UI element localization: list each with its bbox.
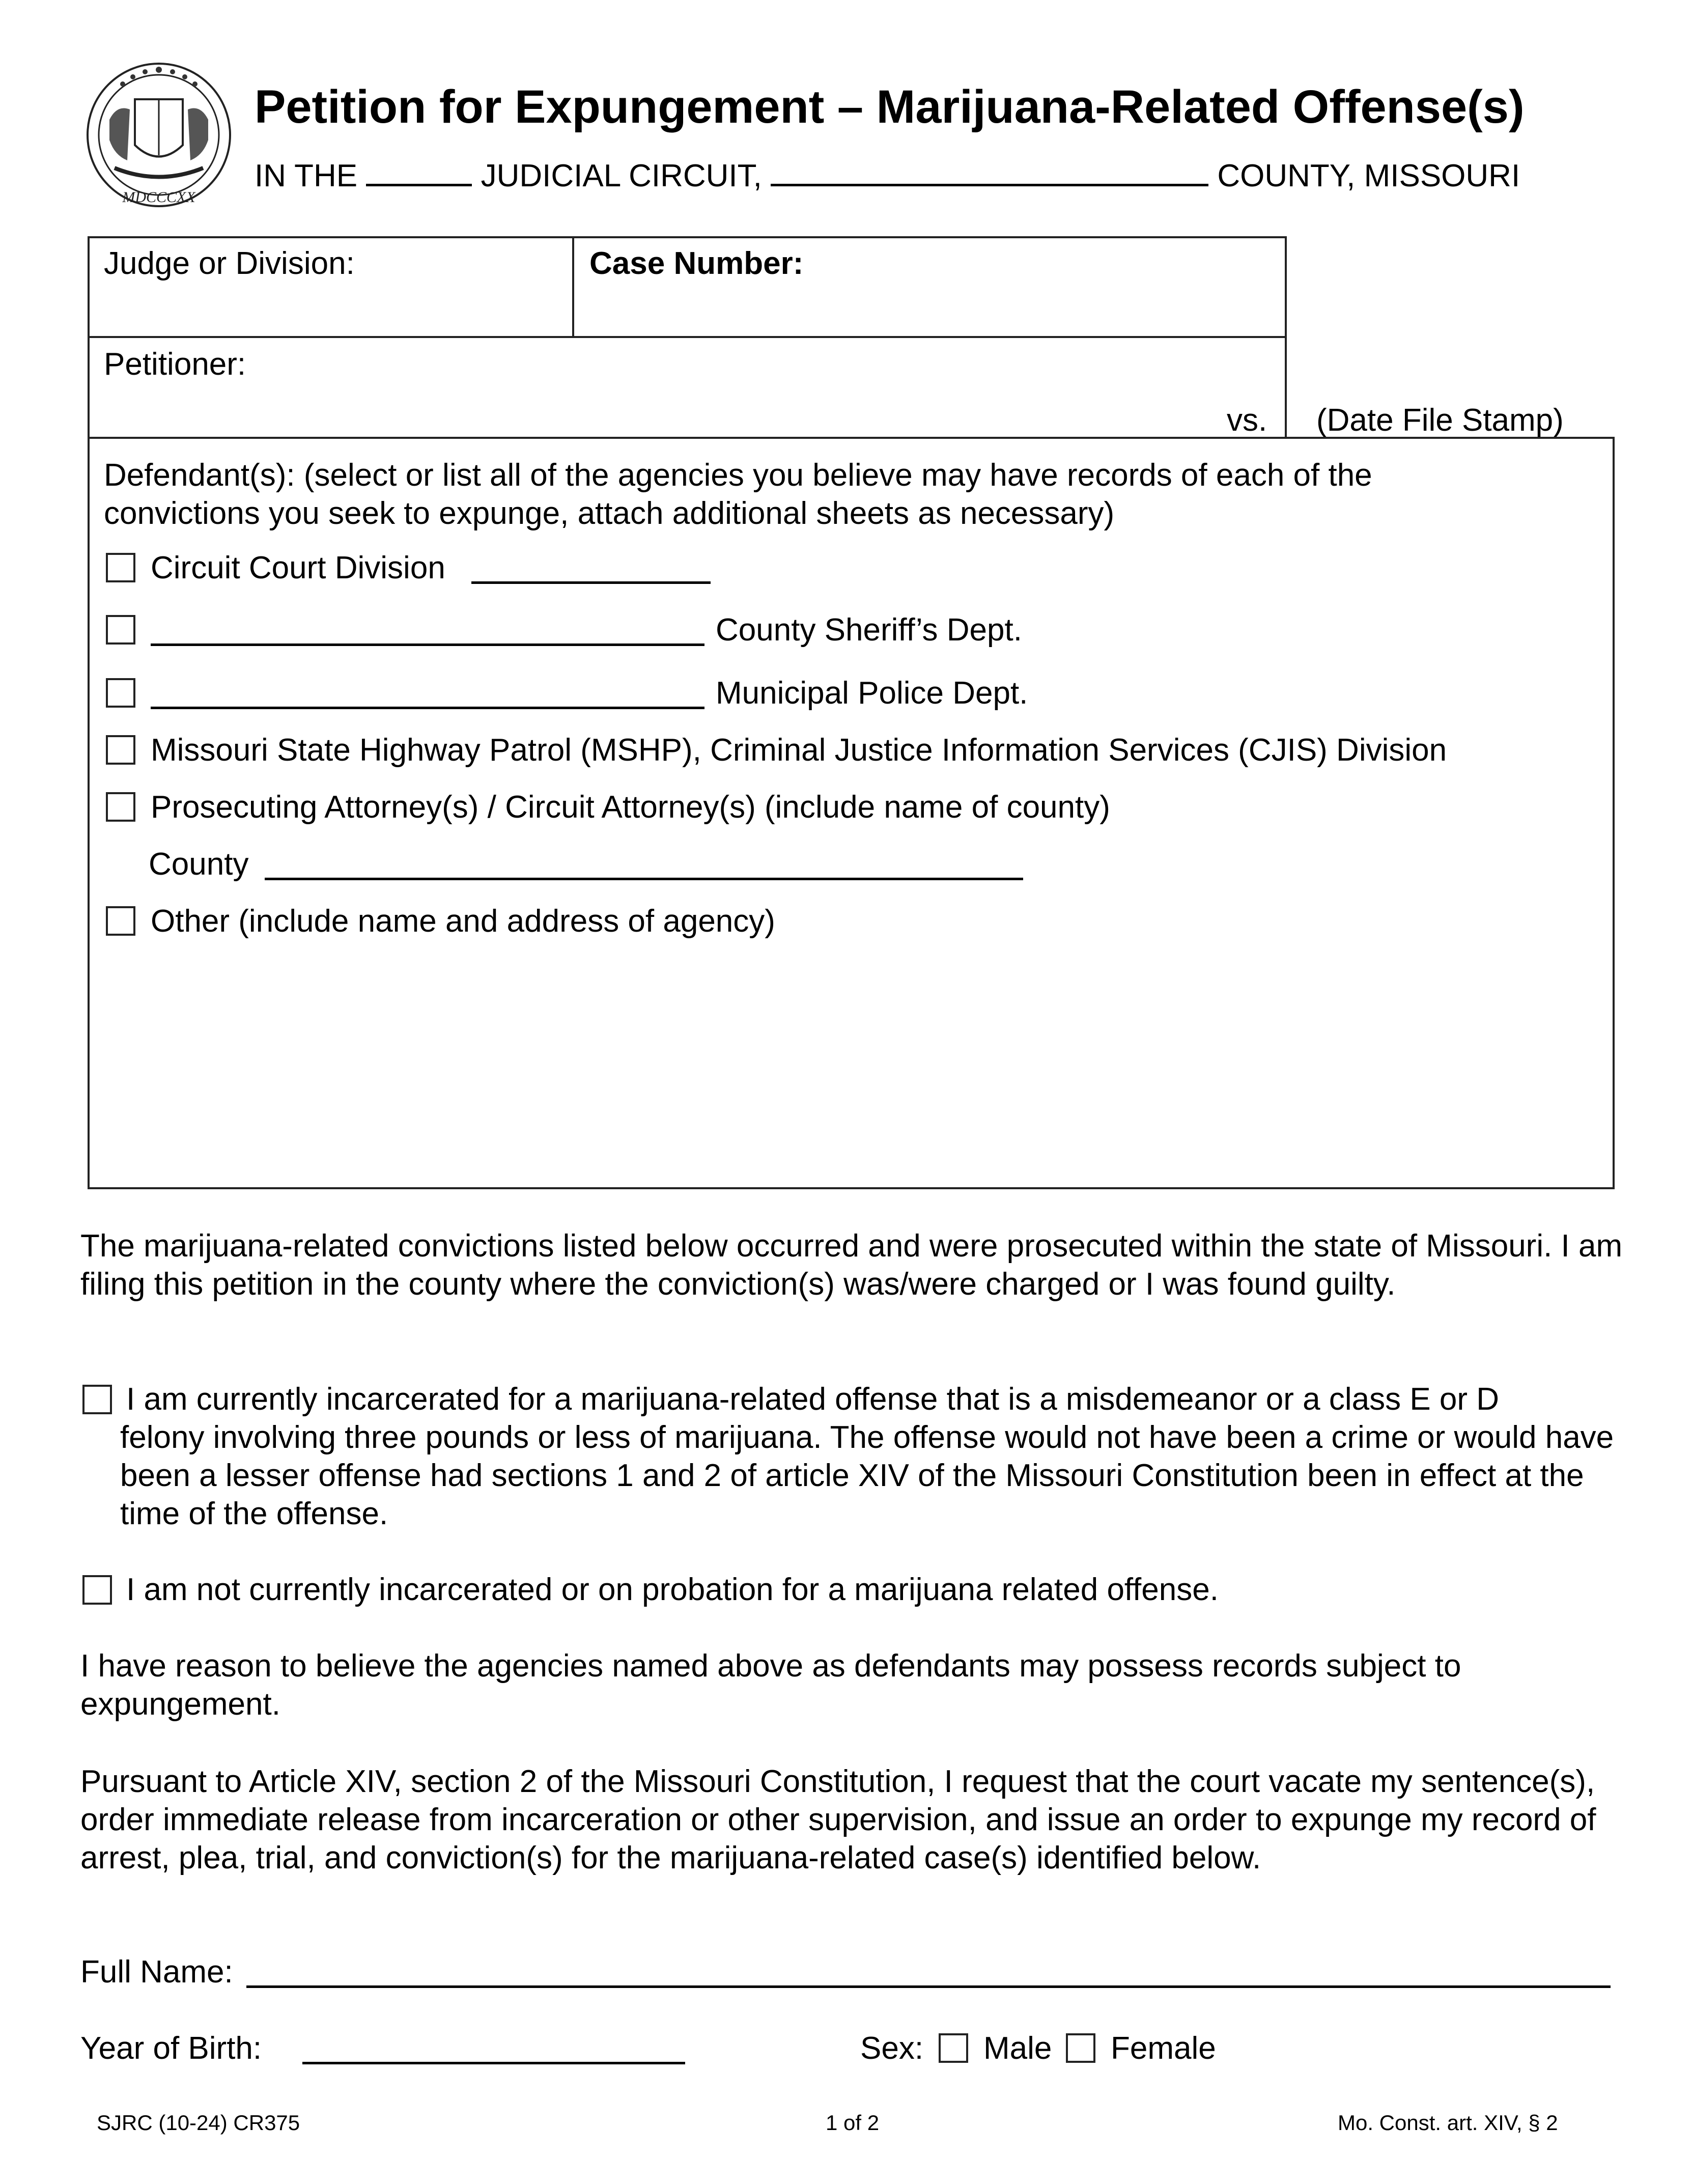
svg-text:MDCCCXX: MDCCCXX	[122, 189, 195, 206]
pursuant-paragraph: Pursuant to Article XIV, section 2 of the Missouri Constitution, I request that the court vacate my sentence(s), order immediate release from incarceration or other supervision, and issue an order to expunge my record of arrest, plea, trial, and conviction(s) for the marijuana-related case(s) identified below.	[80, 1764, 1596, 1875]
prosecuting-checkbox[interactable]	[106, 792, 135, 822]
sheriff-label: County Sheriff’s Dept.	[716, 612, 1022, 648]
date-file-stamp-label: (Date File Stamp)	[1316, 403, 1564, 438]
female-label: Female	[1111, 2031, 1216, 2066]
petitioner-field[interactable]	[97, 387, 1217, 433]
mshp-checkbox[interactable]	[106, 735, 135, 765]
page-of: of	[843, 2111, 862, 2135]
police-label: Municipal Police Dept.	[716, 676, 1028, 711]
page-title: Petition for Expungement – Marijuana-Related Offense(s)	[255, 81, 1525, 133]
case-number-field[interactable]	[585, 285, 1278, 331]
case-number-label: Case Number:	[589, 246, 804, 281]
reason-paragraph: I have reason to believe the agencies named above as defendants may possess records subject to expungement.	[80, 1648, 1461, 1722]
prosecuting-county-field[interactable]	[265, 878, 1023, 880]
circuit-court-checkbox[interactable]	[106, 553, 135, 582]
page-total: 2	[867, 2111, 880, 2135]
other-agency-checkbox[interactable]	[106, 906, 135, 936]
mshp-label: Missouri State Highway Patrol (MSHP), Criminal Justice Information Services (CJIS) Division	[151, 733, 1447, 768]
sex-label: Sex:	[860, 2031, 924, 2066]
circuit-number-field[interactable]	[366, 158, 472, 186]
full-name-label: Full Name:	[80, 1954, 233, 1990]
defendants-label: Defendant(s): (select or list all of the agencies you believe may have records of each of the convictions you seek to expunge, attach additional sheets as necessary)	[104, 458, 1372, 531]
not-incarcerated-checkbox[interactable]	[82, 1575, 112, 1605]
circuit-line	[255, 158, 1520, 194]
year-of-birth-field[interactable]	[302, 2062, 685, 2064]
other-agency-field[interactable]	[102, 952, 1598, 1176]
judge-division-label: Judge or Division:	[104, 246, 355, 281]
citation: Mo. Const. art. XIV, § 2	[1338, 2111, 1558, 2135]
female-checkbox[interactable]	[1066, 2033, 1095, 2063]
in-the-label: IN THE	[255, 158, 358, 193]
intro-paragraph: The marijuana-related convictions listed below occurred and were prosecuted within the state of Missouri. I am filing this petition in the county where the conviction(s) was/were charged or I was found guilty.	[80, 1228, 1623, 1302]
incarcerated-checkbox[interactable]	[82, 1385, 112, 1414]
petitioner-label: Petitioner:	[104, 347, 246, 382]
caption-divider	[572, 236, 574, 338]
caption-divider	[88, 336, 1287, 338]
state-seal-logo	[79, 59, 239, 219]
form-id: SJRC (10-24) CR375	[97, 2111, 300, 2135]
male-checkbox[interactable]	[939, 2033, 968, 2063]
police-checkbox[interactable]	[106, 678, 135, 708]
prosecuting-label: Prosecuting Attorney(s) / Circuit Attorney(s) (include name of county)	[151, 790, 1110, 825]
police-municipality-field[interactable]	[151, 707, 704, 709]
incarcerated-text-line1: I am currently incarcerated for a marijuana-related offense that is a misdemeanor or a class E or D	[126, 1382, 1500, 1417]
year-of-birth-label: Year of Birth:	[80, 2031, 262, 2066]
full-name-field[interactable]	[246, 1985, 1611, 1988]
vs-label: vs.	[1227, 403, 1267, 438]
county-label: County	[149, 847, 249, 882]
other-agency-label: Other (include name and address of agency)	[151, 904, 775, 939]
judicial-circuit-label: JUDICIAL CIRCUIT,	[481, 158, 762, 193]
sheriff-county-field[interactable]	[151, 643, 704, 646]
county-missouri-label: COUNTY, MISSOURI	[1217, 158, 1520, 193]
judge-division-field[interactable]	[97, 285, 565, 331]
circuit-court-division-field[interactable]	[471, 581, 711, 584]
incarcerated-text: felony involving three pounds or less of marijuana. The offense would not have been a crime or would have been a lesser offense had sections 1 and 2 of article XIV of the Missouri Constitution been in effect at the time of the offense.	[120, 1420, 1614, 1531]
not-incarcerated-text: I am not currently incarcerated or on probation for a marijuana related offense.	[126, 1572, 1219, 1607]
county-name-field[interactable]	[771, 158, 1208, 186]
circuit-court-label: Circuit Court Division	[151, 550, 445, 585]
page-current: 1	[826, 2111, 838, 2135]
page-number	[826, 2111, 879, 2135]
sheriff-checkbox[interactable]	[106, 615, 135, 645]
male-label: Male	[983, 2031, 1052, 2066]
